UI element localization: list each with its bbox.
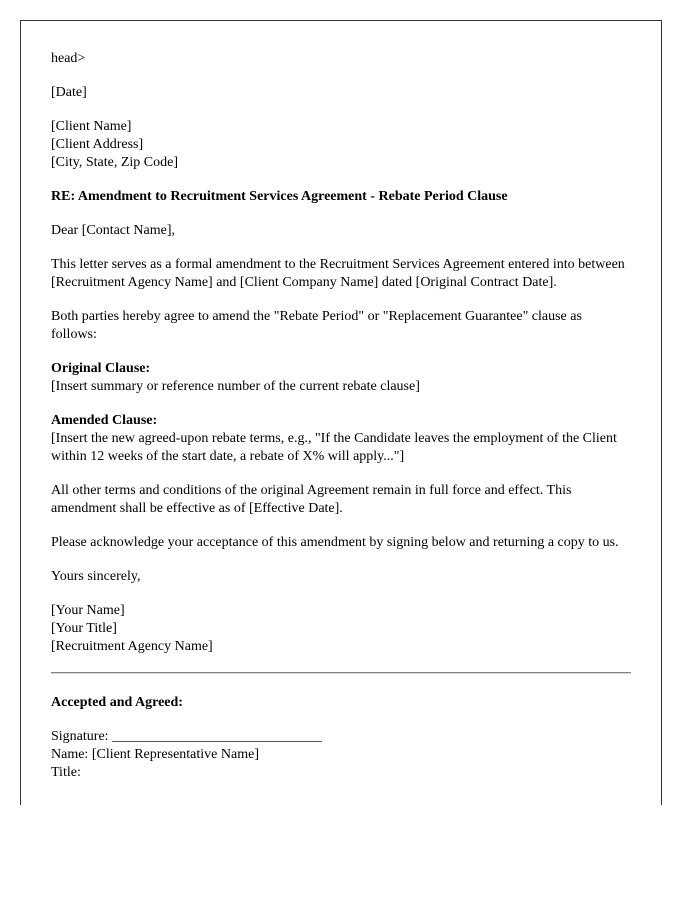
sender-agency: [Recruitment Agency Name] — [51, 639, 213, 654]
recipient-address: [Client Address] — [51, 137, 144, 152]
signatory-title-line: Title: — [51, 765, 81, 780]
amended-clause-body: [Insert the new agreed-upon rebate terms, e.g., "If the Candidate leaves the employment of the Client within 12 weeks of the start date, a rebate of X% will apply..."] — [51, 431, 617, 464]
amended-clause-heading: Amended Clause: — [51, 413, 158, 428]
recipient-block — [51, 118, 631, 172]
signature-line: ______________________________ — [112, 729, 323, 744]
accepted-heading: Accepted and Agreed: — [51, 695, 183, 710]
signature-label: Signature: — [51, 729, 109, 744]
intro-paragraph: This letter serves as a formal amendment to the Recruitment Services Agreement entered into between [Recruitment Agency Name] and [Client Company Name] dated [Original Contract Date]. — [51, 257, 625, 290]
recipient-city-state-zip: [City, State, Zip Code] — [51, 155, 179, 170]
acknowledge-paragraph: Please acknowledge your acceptance of this amendment by signing below and returning a copy to us. — [51, 535, 619, 550]
section-divider — [51, 672, 631, 674]
original-clause-block — [51, 360, 631, 396]
terms-paragraph: All other terms and conditions of the original Agreement remain in full force and effect. This amendment shall be effective as of [Effective Date]. — [51, 483, 572, 516]
salutation: Dear [Contact Name], — [51, 223, 175, 238]
original-clause-heading: Original Clause: — [51, 361, 151, 376]
letter-document — [20, 20, 662, 805]
sender-title: [Your Title] — [51, 621, 117, 636]
signatory-name-line: Name: [Client Representative Name] — [51, 747, 259, 762]
closing-line: Yours sincerely, — [51, 569, 141, 584]
subject-line: RE: Amendment to Recruitment Services Agreement - Rebate Period Clause — [51, 189, 508, 204]
amended-clause-block — [51, 412, 631, 466]
sender-block — [51, 602, 631, 656]
signature-block — [51, 728, 631, 782]
agreement-paragraph: Both parties hereby agree to amend the "Rebate Period" or "Replacement Guarantee" clause as follows: — [51, 309, 582, 342]
date-line: [Date] — [51, 85, 87, 100]
recipient-name: [Client Name] — [51, 119, 132, 134]
sender-name: [Your Name] — [51, 603, 125, 618]
original-clause-body: [Insert summary or reference number of the current rebate clause] — [51, 379, 420, 394]
stray-head-fragment: head> — [51, 51, 86, 66]
